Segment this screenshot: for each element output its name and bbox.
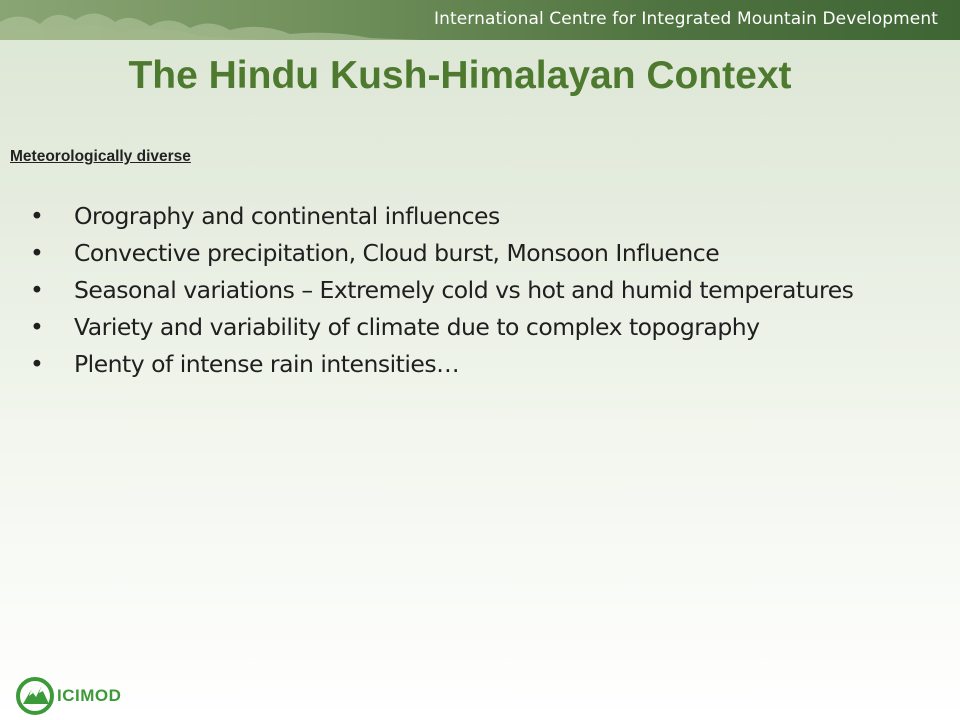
list-item bbox=[30, 235, 945, 272]
list-item bbox=[30, 272, 945, 309]
icimod-logo bbox=[15, 674, 150, 716]
bullet-icon: • bbox=[30, 276, 44, 304]
bullet-text: Plenty of intense rain intensities… bbox=[74, 350, 460, 378]
bullet-icon: • bbox=[30, 350, 44, 378]
bullet-icon: • bbox=[30, 313, 44, 341]
bullet-icon: • bbox=[30, 239, 44, 267]
section-heading: Meteorologically diverse bbox=[10, 148, 191, 165]
logo-text: ICIMOD bbox=[57, 686, 122, 705]
list-item bbox=[30, 309, 945, 346]
bullet-list bbox=[30, 198, 945, 383]
header-banner bbox=[0, 0, 960, 40]
bullet-icon: • bbox=[30, 202, 44, 230]
organization-name: International Centre for Integrated Mountain Development bbox=[433, 9, 938, 29]
bullet-text: Orography and continental influences bbox=[74, 202, 500, 230]
list-item bbox=[30, 346, 945, 383]
bullet-text: Seasonal variations – Extremely cold vs hot and humid temperatures bbox=[74, 276, 854, 304]
forest-decoration-icon bbox=[0, 0, 420, 40]
list-item bbox=[30, 198, 945, 235]
bullet-text: Convective precipitation, Cloud burst, Monsoon Influence bbox=[74, 239, 720, 267]
slide-title: The Hindu Kush-Himalayan Context bbox=[128, 54, 792, 97]
bullet-text: Variety and variability of climate due to complex topography bbox=[74, 313, 760, 341]
icimod-mountain-logo-icon bbox=[15, 674, 59, 716]
